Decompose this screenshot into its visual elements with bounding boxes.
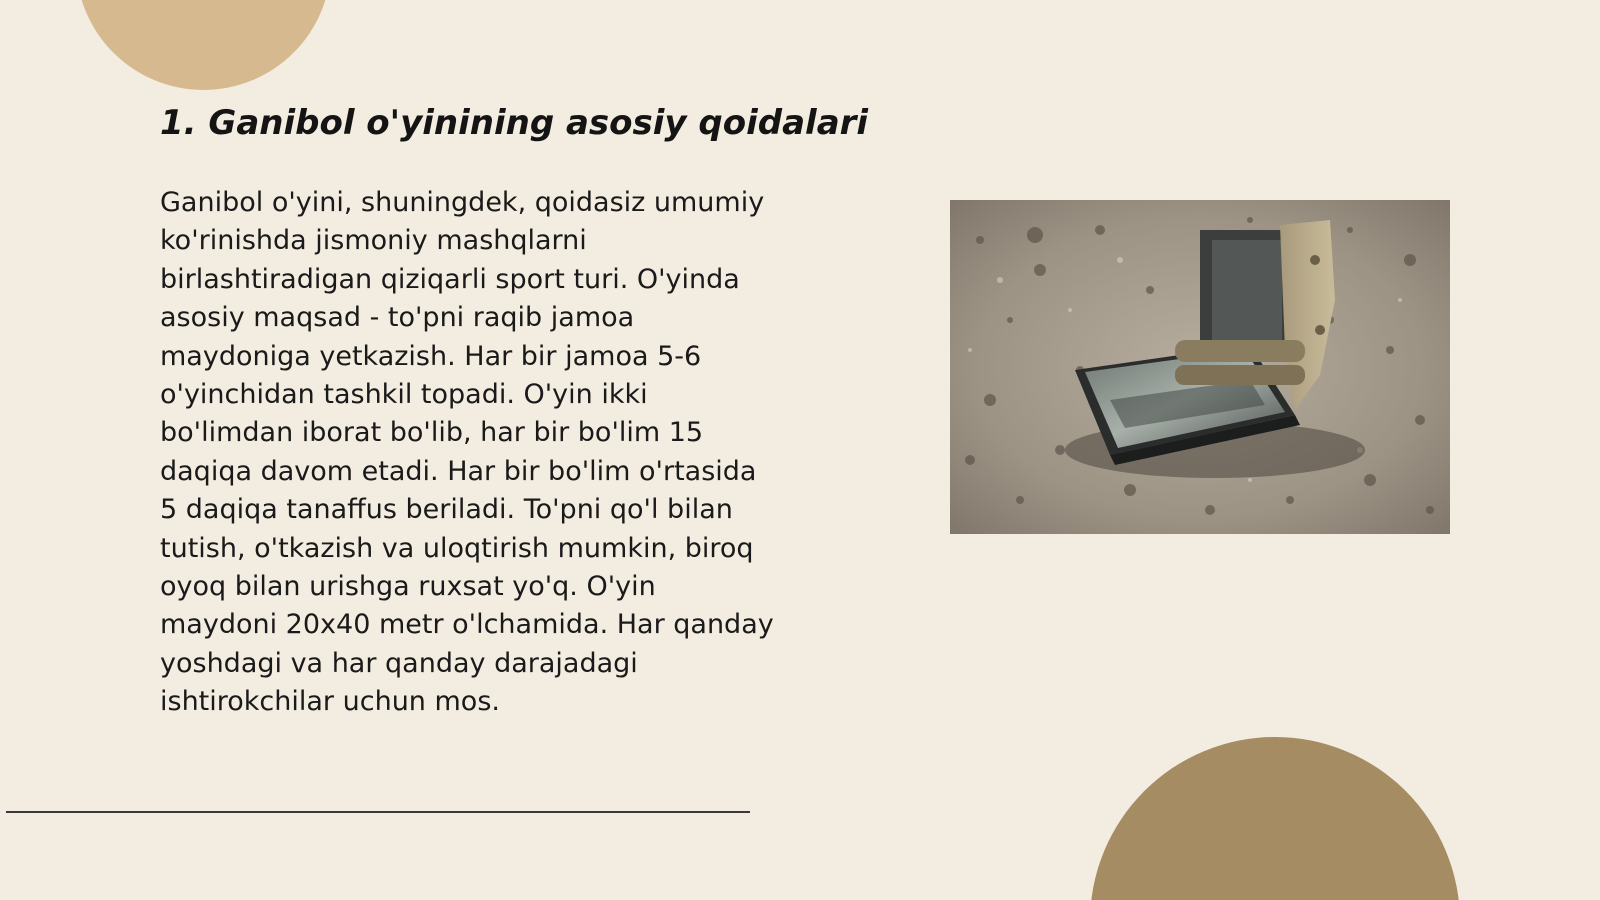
footer-divider-line [6,811,750,813]
photo-illustration [950,200,1450,534]
slide-title: 1. Ganibol o'yinining asosiy qoidalari [160,103,869,143]
decorative-circle-bottom [1090,737,1460,900]
decorative-circle-top [76,0,331,90]
broken-phone-on-sand-photo [950,200,1450,534]
slide-body-text: Ganibol o'yini, shuningdek, qoidasiz umumiy ko'rinishda jismoniy mashqlarni birlashtiradigan qiziqarli sport turi. O'yinda asosiy maqsad - to'pni raqib jamoa maydoniga yetkazish. Har bir jamoa 5-6 o'yinchidan tashkil topadi. O'yin ikki bo'limdan iborat bo'lib, har bir bo'lim 15 daqiqa davom etadi. Har bir bo'lim o'rtasida 5 daqiqa tanaffus beriladi. To'pni qo'l bilan tutish, o'tkazish va uloqtirish mumkin, biroq oyoq bilan urishga ruxsat yo'q. O'yin maydoni 20x40 metr o'lchamida. Har qanday yoshdagi va har qanday darajadagi ishtirokchilar uchun mos. [160,187,774,718]
